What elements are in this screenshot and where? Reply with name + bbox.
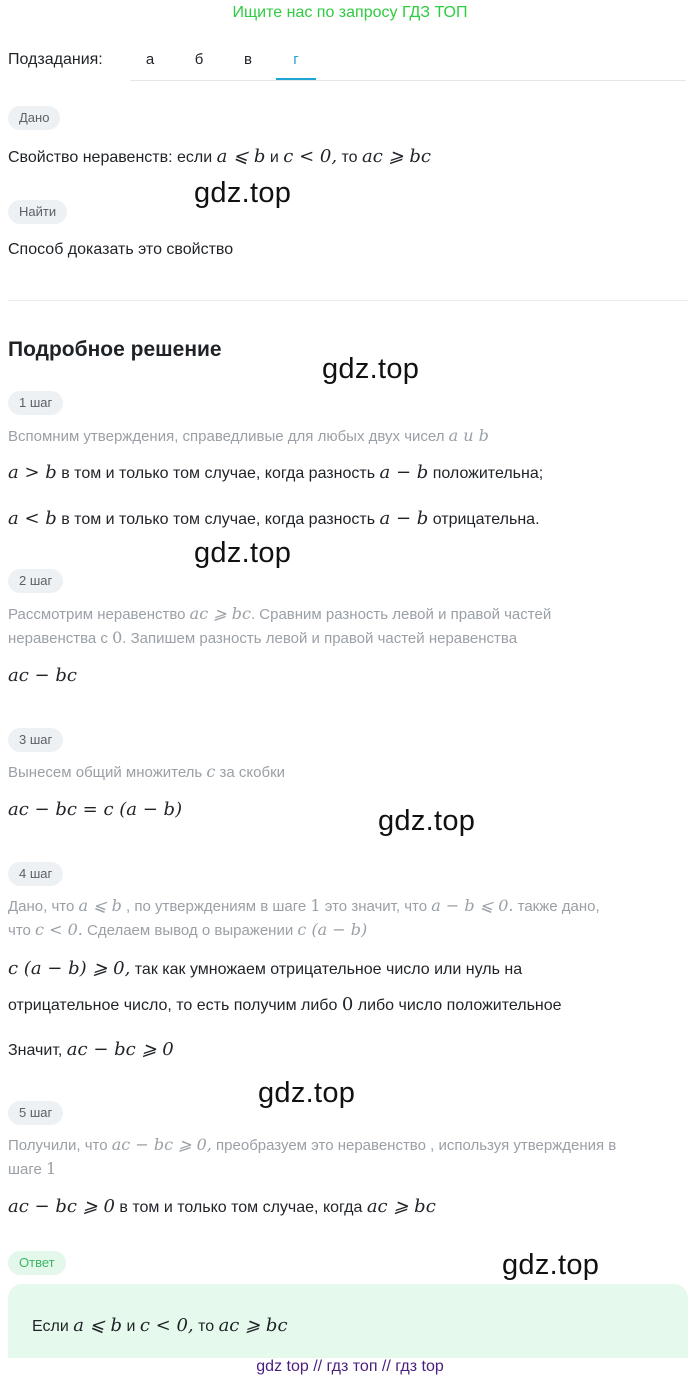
answer-badge: Ответ	[8, 1251, 66, 1275]
step4-badge: 4 шаг	[8, 862, 63, 886]
step2-hint-line1: Рассмотрим неравенство ac ⩾ bc. Сравним разность левой и правой частей	[8, 604, 552, 623]
step5-hint-line2: шаге 1	[8, 1159, 57, 1178]
step5-hint-line1: Получили, что ac − bc ⩾ 0, преобразуем это неравенство , используя утверждения в	[8, 1135, 617, 1154]
tab-v[interactable]: в	[244, 51, 252, 68]
tab-g[interactable]: г	[293, 51, 299, 68]
step3-hint: Вынесем общий множитель c за скобки	[8, 762, 286, 781]
watermark: gdz.top	[378, 805, 476, 837]
step5-badge: 5 шаг	[8, 1101, 63, 1125]
step1-badge: 1 шаг	[8, 391, 63, 415]
step5-line: ac − bc ⩾ 0 в том и только том случае, когда ac ⩾ bc	[8, 1196, 436, 1217]
subtask-tabs	[130, 40, 686, 81]
solution-title: Подробное решение	[8, 338, 222, 361]
step4-hint-line2: что c < 0. Сделаем вывод о выражении c (a − b)	[8, 920, 368, 939]
watermark: gdz.top	[258, 1077, 356, 1109]
step2-badge: 2 шаг	[8, 569, 63, 593]
step4-hint-line1: Дано, что a ⩽ b , по утверждениям в шаге 1 это значит, что a − b ⩽ 0. также дано,	[8, 896, 600, 915]
promo-banner[interactable]: Ищите нас по запросу ГДЗ ТОП	[232, 4, 468, 21]
step1-line1: a > b в том и только том случае, когда разность a − b положительна;	[8, 462, 544, 483]
step3-formula: ac − bc = c (a − b)	[8, 799, 183, 820]
given-badge: Дано	[8, 106, 60, 130]
step4-line3: Значит, ac − bc ⩾ 0	[8, 1039, 174, 1060]
footer-links[interactable]: gdz top // гдз топ // гдз top	[256, 1358, 444, 1375]
watermark: gdz.top	[502, 1249, 600, 1281]
find-text: Способ доказать это свойство	[8, 241, 234, 258]
active-tab-indicator	[276, 78, 316, 80]
given-statement: Свойство неравенств: если a ⩽ b и c < 0, то ac ⩾ bc	[8, 146, 431, 167]
watermark: gdz.top	[322, 353, 420, 385]
step3-badge: 3 шаг	[8, 728, 63, 752]
step1-hint: Вспомним утверждения, справедливые для любых двух чисел a и b	[8, 426, 489, 445]
subtasks-label: Подзадания:	[8, 51, 103, 68]
step2-formula: ac − bc	[8, 665, 77, 686]
answer-text: Если a ⩽ b и c < 0, то ac ⩾ bc	[32, 1315, 288, 1336]
tab-b[interactable]: б	[194, 51, 204, 68]
step1-line2: a < b в том и только том случае, когда разность a − b отрицательна.	[8, 508, 540, 529]
step2-hint-line2: неравенства с 0. Запишем разность левой и правой частей неравенства	[8, 628, 518, 647]
divider	[8, 300, 688, 301]
watermark: gdz.top	[194, 537, 292, 569]
step4-line2: отрицательное число, то есть получим либо 0 либо число положительное	[8, 994, 562, 1015]
tab-a[interactable]: а	[145, 51, 155, 68]
step4-line1: c (a − b) ⩾ 0, так как умножаем отрицательное число или нуль на	[8, 958, 523, 979]
watermark: gdz.top	[194, 177, 292, 209]
find-badge: Найти	[8, 200, 67, 224]
